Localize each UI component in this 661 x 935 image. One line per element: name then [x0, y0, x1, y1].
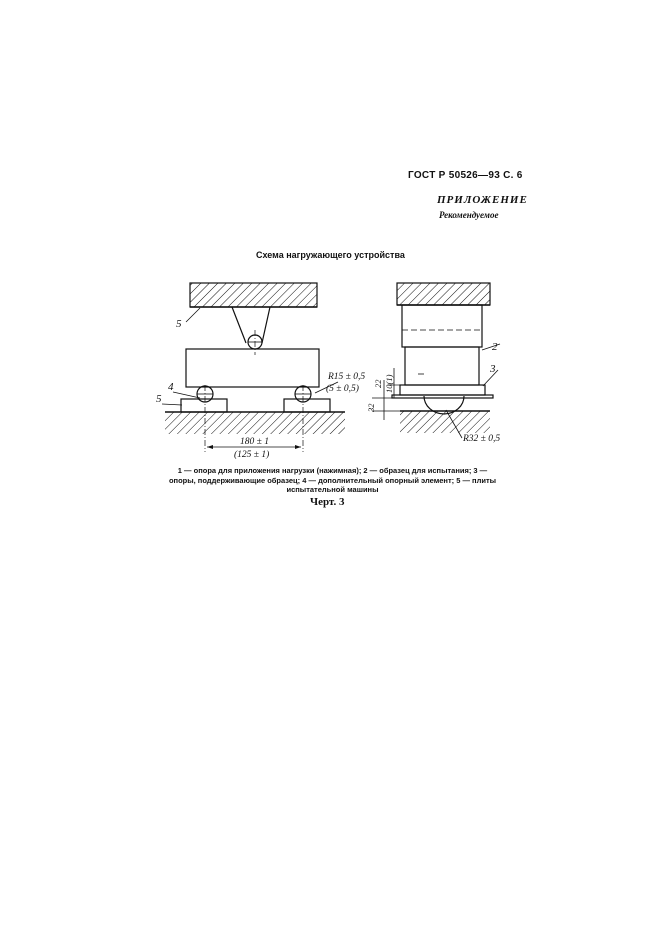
legend-line-1: 1 — опора для приложения нагрузки (нажимная); 2 — образец для испытания; 3 —: [177, 466, 488, 475]
radius-15-alt: (5 ± 0,5): [326, 384, 359, 394]
radius-15: R15 ± 0,5: [328, 372, 366, 382]
radius-32: R32 ± 0,5: [463, 434, 501, 444]
label-5-left: 5: [156, 393, 162, 405]
label-2: 2: [492, 341, 498, 353]
left-view: [162, 283, 345, 452]
figure-title: Схема нагружающего устройства: [256, 250, 405, 260]
specimen-side: [405, 347, 479, 385]
lower-machine-plate-side: [400, 411, 490, 433]
additional-support-element: [400, 385, 485, 395]
support-block-left: [181, 399, 227, 412]
appendix-heading: ПРИЛОЖЕНИЕ: [437, 194, 528, 206]
label-3: 3: [490, 363, 496, 375]
label-5-top: 5: [176, 318, 182, 330]
figure-caption: Черт. 3: [310, 496, 345, 508]
lower-machine-plate: [165, 412, 345, 434]
specimen: [186, 349, 319, 387]
legend-line-3: испытательной машины: [286, 485, 379, 494]
dim-22: 22: [373, 379, 383, 388]
right-view: [372, 283, 500, 438]
appendix-note: Рекомендуемое: [439, 210, 499, 220]
span-value-alt: (125 ± 1): [234, 450, 270, 460]
standard-number: ГОСТ Р 50526—93 С. 6: [408, 170, 523, 181]
upper-machine-plate: [190, 283, 317, 307]
label-4: 4: [168, 381, 174, 393]
dim-32: 32: [366, 403, 376, 412]
dim-10: 10(1): [384, 374, 394, 393]
loading-support-side: [402, 305, 482, 347]
legend-line-2: опоры, поддерживающие образец; 4 — дополнительный опорный элемент; 5 — плиты: [168, 476, 497, 485]
span-value: 180 ± 1: [240, 437, 269, 447]
upper-machine-plate-side: [397, 283, 490, 305]
loading-support: [232, 307, 270, 343]
